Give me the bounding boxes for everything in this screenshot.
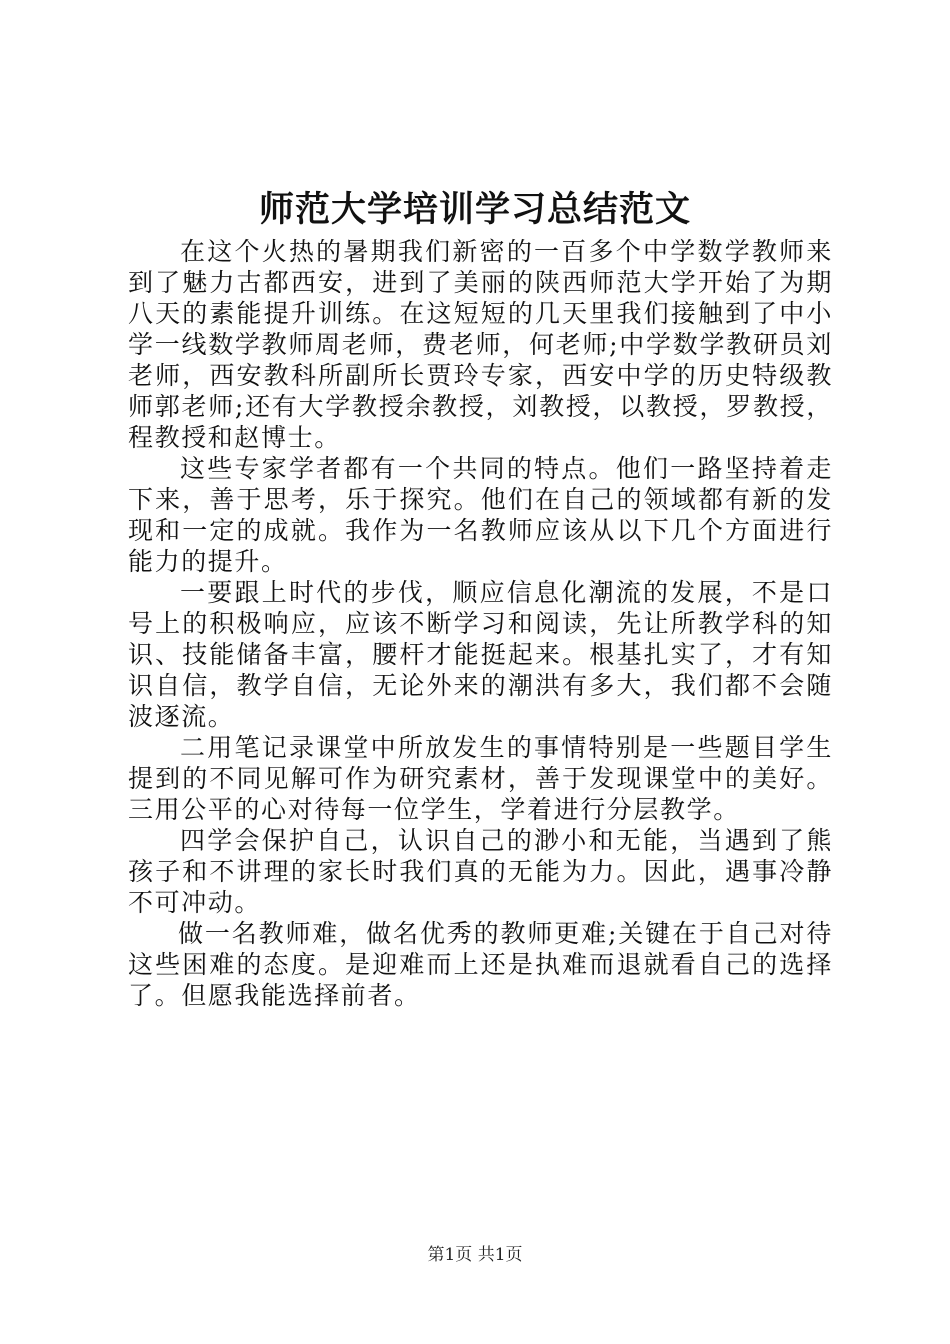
document-body — [128, 236, 833, 1011]
paragraph-point-two-three: 二用笔记录课堂中所放发生的事情特别是一些题目学生提到的不同见解可作为研究素材，善于发现课堂中的美好。三用公平的心对待每一位学生，学着进行分层教学。 — [128, 733, 833, 824]
document-title: 师范大学培训学习总结范文 — [258, 189, 691, 230]
paragraph-point-four: 四学会保护自己，认识自己的渺小和无能，当遇到了熊孩子和不讲理的家长时我们真的无能为力。因此，遇事冷静不可冲动。 — [128, 826, 833, 917]
paragraph-experts: 这些专家学者都有一个共同的特点。他们一路坚持着走下来，善于思考，乐于探究。他们在自己的领域都有新的发现和一定的成就。我作为一名教师应该从以下几个方面进行能力的提升。 — [128, 454, 833, 576]
paragraph-conclusion: 做一名教师难，做名优秀的教师更难;关键在于自己对待这些困难的态度。是迎难而上还是执难而退就看自己的选择了。但愿我能选择前者。 — [128, 919, 833, 1010]
paragraph-intro: 在这个火热的暑期我们新密的一百多个中学数学教师来到了魅力古都西安，进到了美丽的陕西师范大学开始了为期八天的素能提升训练。在这短短的几天里我们接触到了中小学一线数学教师周老师，费老师，何老师;中学数学教研员刘老师，西安教科所副所长贾玲专家，西安中学的历史特级教师郭老师;还有大学教授余教授，刘教授，以教授，罗教授，程教授和赵博士。 — [128, 237, 833, 452]
page-number-footer: 第1页 共1页 — [427, 1245, 523, 1265]
paragraph-point-one: 一要跟上时代的步伐，顺应信息化潮流的发展，不是口号上的积极响应，应该不断学习和阅读，先让所教学科的知识、技能储备丰富，腰杆才能挺起来。根基扎实了，才有知识自信，教学自信，无论外来的潮洪有多大，我们都不会随波逐流。 — [128, 578, 833, 731]
